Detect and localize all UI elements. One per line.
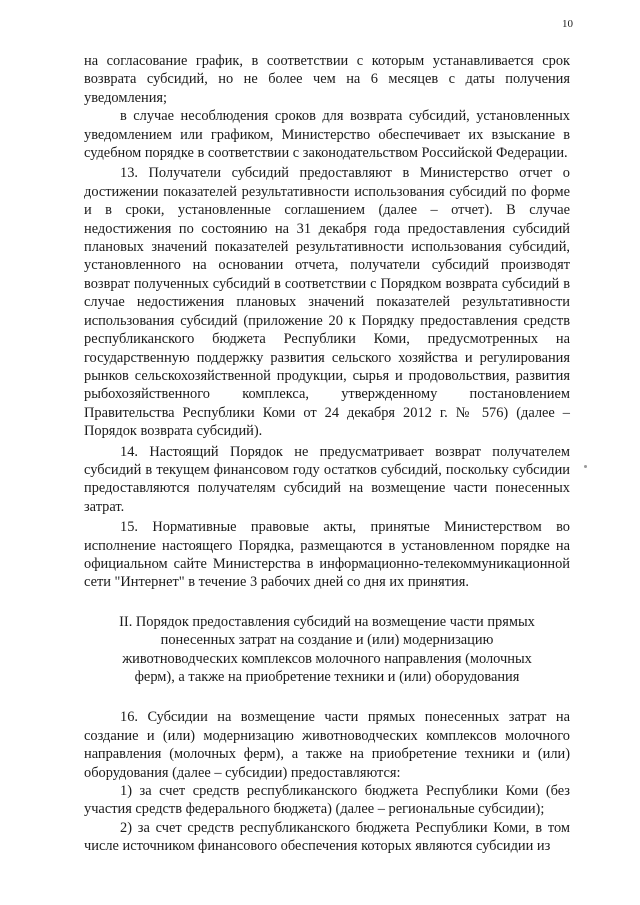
scan-speck-decoration bbox=[584, 465, 587, 468]
paragraph-14: 14. Настоящий Порядок не предусматривает возврат получателем субсидий в текущем финансовом году остатков субсидий, поскольку субсидии предоставляются получателям субсидий на возмещение части понесенных затрат. bbox=[84, 443, 570, 515]
paragraph-continuation: на согласование график, в соответствии с которым устанавливается срок возврата субсидий, но не более чем на 6 месяцев с даты получения уведомления; bbox=[84, 53, 570, 106]
paragraph-16: 16. Субсидии на возмещение части прямых понесенных затрат на создание и (или) модернизацию животноводческих комплексов молочного направления (молочных ферм), а также на приобретение техники и (или) оборудования (далее – субсидии) предоставляются: bbox=[84, 709, 570, 781]
page-number: 10 bbox=[562, 18, 573, 30]
section-heading: II. Порядок предоставления субсидий на возмещение части прямых понесенных затрат на создание и (или) модернизацию животноводческих комплексов молочного направления (молочных ферм), а также на приобретение техники и (или) оборудования bbox=[119, 613, 535, 685]
section-heading-block bbox=[84, 613, 570, 687]
paragraph-16-item-1: 1) за счет средств республиканского бюджета Республики Коми (без участия средств федерального бюджета) (далее – региональные субсидии); bbox=[84, 783, 570, 818]
paragraph-15: 15. Нормативные правовые акты, принятые Министерством во исполнение настоящего Порядка, размещаются в установленном порядке на официальном сайте Министерства в информационно-телекоммуникационной сети "Интернет" в течение 3 рабочих дней со дня их принятия. bbox=[84, 519, 570, 591]
paragraph-13: 13. Получатели субсидий предоставляют в Министерство отчет о достижении показателей результативности использования субсидий по форме и в сроки, установленные соглашением (далее – отчет). В случае недостижения по состоянию на 31 декабря года предоставления субсидий плановых значений показателей результативности использования субсидий, установленного на основании отчета, получатели субсидий производят возврат полученных субсидий в соответствии с Порядком возврата субсидий в случае недостижения плановых значений показателей результативности использования субсидий (приложение 20 к Порядку предоставления средств республиканского бюджета Республики Коми, предусмотренных на государственную поддержку развития сельского хозяйства и регулирования рынков сельскохозяйственной продукции, сырья и продовольствия, развития рыбохозяйственного комплекса, утвержденному постановлением Правительства Республики Коми от 24 декабря 2012 г. № 576) (далее – Порядок возврата субсидий). bbox=[84, 165, 570, 440]
paragraph-16-item-2: 2) за счет средств республиканского бюджета Республики Коми, в том числе источником финансового обеспечения которых являются субсидии из bbox=[84, 819, 570, 855]
document-body bbox=[84, 52, 570, 856]
paragraph-enforcement: в случае несоблюдения сроков для возврата субсидий, установленных уведомлением или графиком, Министерство обеспечивает их взыскание в судебном порядке в соответствии с законодательством Российской Федерации. bbox=[84, 108, 570, 162]
